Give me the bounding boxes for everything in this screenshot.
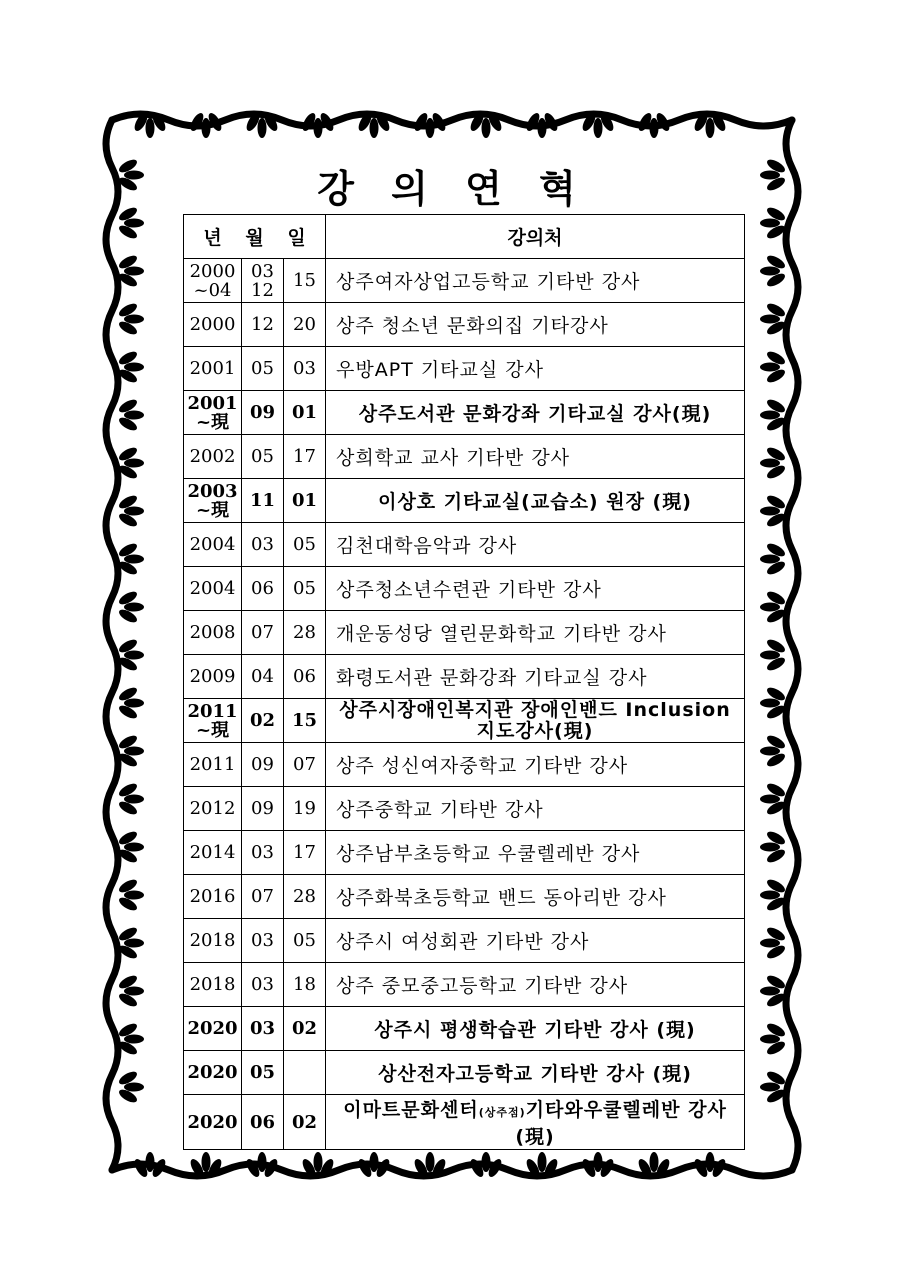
leaf-ornament-icon <box>760 925 787 961</box>
month-value: 05 <box>251 358 274 379</box>
place-text: 상산전자고등학교 기타반 강사 (現) <box>378 1063 692 1085</box>
year-cell <box>184 347 242 391</box>
leaf-ornament-icon <box>760 253 787 289</box>
table-row <box>184 743 745 787</box>
table-row <box>184 875 745 919</box>
day-value: 15 <box>293 270 316 291</box>
place-cell <box>326 743 745 787</box>
day-cell <box>284 875 326 919</box>
leaf-ornament-icon <box>117 589 144 625</box>
month-value: 04 <box>251 666 274 687</box>
year-cell <box>184 919 242 963</box>
leaf-ornament-icon <box>300 111 336 138</box>
month-cell <box>242 743 284 787</box>
year-cell <box>184 743 242 787</box>
place-cell <box>326 655 745 699</box>
month-cell <box>242 699 284 743</box>
place-cell <box>326 391 745 435</box>
year-value: 2000 <box>189 260 236 282</box>
table-row <box>184 435 745 479</box>
place-cell <box>326 611 745 655</box>
day-value: 17 <box>293 842 316 863</box>
year-value: 2008 <box>189 622 236 643</box>
place-cell <box>326 1007 745 1051</box>
table-row <box>184 1051 745 1095</box>
year-value: 2009 <box>189 666 236 687</box>
year-value: 2001 <box>187 392 238 414</box>
day-cell <box>284 1051 326 1095</box>
place-column-header: 강의처 <box>326 215 745 259</box>
month-value: 05 <box>249 1062 276 1083</box>
lecture-history-table <box>183 214 745 1150</box>
year-cell <box>184 875 242 919</box>
month-value: 05 <box>251 446 274 467</box>
leaf-ornament-icon <box>117 877 144 913</box>
month-cell <box>242 479 284 523</box>
year-value: 2003 <box>187 480 238 502</box>
place-cell <box>326 303 745 347</box>
year-cell <box>184 479 242 523</box>
day-value: 05 <box>293 578 316 599</box>
year-cell <box>184 611 242 655</box>
year-cell <box>184 699 242 743</box>
day-cell <box>284 391 326 435</box>
leaf-ornament-icon <box>117 781 144 817</box>
place-cell <box>326 435 745 479</box>
year-value: 2014 <box>189 842 236 863</box>
day-value: 15 <box>291 710 318 731</box>
year-range-value: ~現 <box>195 411 230 433</box>
table-row <box>184 567 745 611</box>
leaf-ornament-icon <box>760 829 787 865</box>
month-cell <box>242 1007 284 1051</box>
month-cell <box>242 259 284 303</box>
year-range-value: ~現 <box>195 499 230 521</box>
place-text: 상주 성신여자중학교 기타반 강사 <box>336 755 629 777</box>
year-cell <box>184 1095 242 1150</box>
table-row <box>184 303 745 347</box>
leaf-ornament-icon <box>760 637 787 673</box>
place-text: 상주중학교 기타반 강사 <box>336 799 544 821</box>
month-value: 03 <box>251 842 274 863</box>
place-line-2: 지도강사(現) <box>476 719 594 742</box>
year-value: 2004 <box>189 578 236 599</box>
day-value: 20 <box>293 314 316 335</box>
year-cell <box>184 523 242 567</box>
year-cell <box>184 259 242 303</box>
table-row <box>184 347 745 391</box>
month-cell <box>242 347 284 391</box>
year-value: 2020 <box>187 1018 238 1039</box>
place-text: 우방APT 기타교실 강사 <box>336 359 544 381</box>
day-cell <box>284 611 326 655</box>
year-cell <box>184 787 242 831</box>
table-row <box>184 963 745 1007</box>
month-value: 03 <box>251 260 274 282</box>
year-value: 2020 <box>187 1111 238 1133</box>
month-value: 12 <box>251 314 274 335</box>
day-value: 19 <box>293 798 316 819</box>
year-cell <box>184 435 242 479</box>
year-value: 2002 <box>189 446 236 467</box>
year-value: 2012 <box>189 798 236 819</box>
place-text: 상주여자상업고등학교 기타반 강사 <box>336 271 641 293</box>
page-title: 강 의 연 혁 <box>317 167 588 211</box>
leaf-ornament-icon <box>468 1152 504 1179</box>
month-value: 09 <box>251 754 274 775</box>
place-text: 상주화북초등학교 밴드 동아리반 강사 <box>336 887 667 909</box>
day-value: 06 <box>293 666 316 687</box>
month-cell <box>242 919 284 963</box>
day-value: 03 <box>293 358 316 379</box>
place-text: 상주 중모중고등학교 기타반 강사 <box>336 975 629 997</box>
month-cell <box>242 523 284 567</box>
day-value: 28 <box>293 622 316 643</box>
place-text: 상주남부초등학교 우쿨렐레반 강사 <box>336 843 641 865</box>
month-value: 06 <box>251 578 274 599</box>
day-cell <box>284 435 326 479</box>
day-value: 17 <box>293 446 316 467</box>
place-text: 개운동성당 열린문화학교 기타반 강사 <box>336 623 667 645</box>
leaf-ornament-icon <box>132 1152 168 1179</box>
place-cell <box>326 523 745 567</box>
leaf-ornament-icon <box>117 301 144 337</box>
table-row <box>184 391 745 435</box>
leaf-ornament-icon <box>580 1152 616 1179</box>
place-cell <box>326 1051 745 1095</box>
leaf-ornament-icon <box>117 493 144 529</box>
day-value: 18 <box>293 974 316 995</box>
place-cell <box>326 479 745 523</box>
leaf-ornament-icon <box>524 111 560 138</box>
month-value: 03 <box>251 534 274 555</box>
day-value: 05 <box>293 534 316 555</box>
year-value: 2018 <box>189 974 236 995</box>
year-range-value: ~現 <box>195 719 230 741</box>
table-row <box>184 479 745 523</box>
leaf-ornament-icon <box>760 733 787 769</box>
month-value: 09 <box>249 402 276 423</box>
day-value: 02 <box>291 1111 318 1133</box>
month-value: 09 <box>251 798 274 819</box>
leaf-ornament-icon <box>117 1069 144 1105</box>
leaf-ornament-icon <box>636 111 672 138</box>
year-value: 2001 <box>189 358 236 379</box>
month-value: 03 <box>251 930 274 951</box>
table-row <box>184 611 745 655</box>
table-row <box>184 655 745 699</box>
leaf-ornament-icon <box>760 541 787 577</box>
month-value: 06 <box>249 1111 276 1133</box>
month-cell <box>242 1095 284 1150</box>
year-cell <box>184 567 242 611</box>
month-cell <box>242 303 284 347</box>
place-cell <box>326 831 745 875</box>
month-value: 07 <box>251 886 274 907</box>
month-value: 07 <box>251 622 274 643</box>
month-value: 03 <box>249 1018 276 1039</box>
month-value: 02 <box>249 710 276 731</box>
month-cell <box>242 611 284 655</box>
year-cell <box>184 303 242 347</box>
day-value: 07 <box>293 754 316 775</box>
month-cell <box>242 875 284 919</box>
year-cell <box>184 831 242 875</box>
day-cell <box>284 259 326 303</box>
day-cell <box>284 1095 326 1150</box>
leaf-ornament-icon <box>356 1152 392 1179</box>
table-row <box>184 831 745 875</box>
place-text: 화령도서관 문화강좌 기타교실 강사 <box>336 667 648 689</box>
table-row <box>184 1007 745 1051</box>
day-cell <box>284 743 326 787</box>
year-cell <box>184 1007 242 1051</box>
table-row <box>184 1095 745 1150</box>
day-cell <box>284 655 326 699</box>
place-text: 상주도서관 문화강좌 기타교실 강사(現) <box>358 403 712 425</box>
place-cell <box>326 1095 745 1150</box>
table-row <box>184 523 745 567</box>
place-cell <box>326 919 745 963</box>
year-value: 2018 <box>189 930 236 951</box>
day-cell <box>284 831 326 875</box>
leaf-ornament-icon <box>117 685 144 721</box>
place-name: 이마트문화센터 <box>343 1099 479 1121</box>
month-cell <box>242 787 284 831</box>
year-cell <box>184 1051 242 1095</box>
day-header: 일 <box>287 227 306 249</box>
year-range-value: ~04 <box>193 279 232 301</box>
leaf-ornament-icon <box>760 445 787 481</box>
day-cell <box>284 347 326 391</box>
place-text: 상희학교 교사 기타반 강사 <box>336 447 571 469</box>
leaf-ornament-icon <box>117 973 144 1009</box>
place-text: 상주시 평생학습관 기타반 강사 (現) <box>374 1019 696 1041</box>
day-cell <box>284 787 326 831</box>
leaf-ornament-icon <box>117 397 144 433</box>
month-cell <box>242 567 284 611</box>
leaf-ornament-icon <box>412 111 448 138</box>
day-cell <box>284 919 326 963</box>
border-wave <box>106 120 118 1170</box>
day-cell <box>284 963 326 1007</box>
leaf-ornament-icon <box>760 349 787 385</box>
place-text: 상주시 여성회관 기타반 강사 <box>336 931 590 953</box>
day-cell <box>284 1007 326 1051</box>
month-cell <box>242 391 284 435</box>
place-cell <box>326 875 745 919</box>
year-value: 2011 <box>187 700 238 722</box>
leaf-ornament-icon <box>244 1152 280 1179</box>
table-row <box>184 699 745 743</box>
month-value: 03 <box>251 974 274 995</box>
place-detail: 기타와우쿨렐레반 강사(現) <box>515 1099 727 1148</box>
year-cell <box>184 963 242 1007</box>
day-value: 02 <box>291 1018 318 1039</box>
year-value: 2011 <box>189 754 236 775</box>
day-cell <box>284 567 326 611</box>
place-text: 상주청소년수련관 기타반 강사 <box>336 579 602 601</box>
day-value: 01 <box>291 490 318 511</box>
month-cell <box>242 963 284 1007</box>
year-cell <box>184 655 242 699</box>
month-end-value: 12 <box>251 279 274 301</box>
date-column-header <box>184 215 326 259</box>
place-text: 이상호 기타교실(교습소) 원장 (現) <box>378 491 692 513</box>
leaf-ornament-icon <box>760 1021 787 1057</box>
month-header: 월 <box>245 227 264 249</box>
year-value: 2020 <box>187 1062 238 1083</box>
place-branch: (상주점) <box>478 1106 526 1119</box>
day-value: 28 <box>293 886 316 907</box>
place-line-1: 상주시장애인복지관 장애인밴드 Inclusion <box>339 698 731 721</box>
month-cell <box>242 1051 284 1095</box>
day-cell <box>284 303 326 347</box>
table-row <box>184 787 745 831</box>
year-value: 2016 <box>189 886 236 907</box>
year-value: 2000 <box>189 314 236 335</box>
year-cell <box>184 391 242 435</box>
place-text: 김천대학음악과 강사 <box>336 535 518 557</box>
table-row <box>184 919 745 963</box>
year-value: 2004 <box>189 534 236 555</box>
day-value: 01 <box>291 402 318 423</box>
leaf-ornament-icon <box>692 1152 728 1179</box>
day-cell <box>284 523 326 567</box>
table-row <box>184 259 745 303</box>
place-cell <box>326 259 745 303</box>
day-cell <box>284 479 326 523</box>
month-cell <box>242 831 284 875</box>
leaf-ornament-icon <box>188 111 224 138</box>
border-wave <box>786 120 798 1170</box>
place-cell <box>326 699 745 743</box>
place-cell <box>326 963 745 1007</box>
place-cell <box>326 347 745 391</box>
table-header-row <box>184 215 745 259</box>
month-cell <box>242 435 284 479</box>
day-value: 05 <box>293 930 316 951</box>
place-cell <box>326 567 745 611</box>
place-cell <box>326 787 745 831</box>
month-cell <box>242 655 284 699</box>
day-cell <box>284 699 326 743</box>
month-value: 11 <box>249 490 276 511</box>
place-text: 상주 청소년 문화의집 기타강사 <box>336 315 609 337</box>
year-header: 년 <box>203 227 222 249</box>
